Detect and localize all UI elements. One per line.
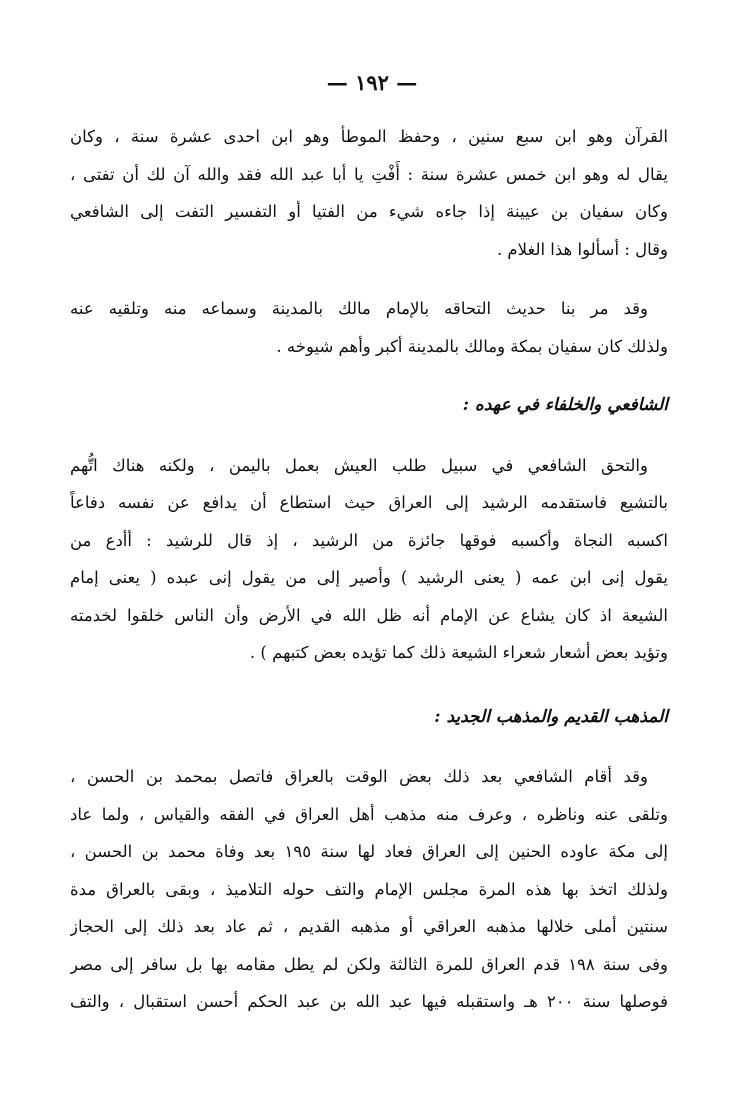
paragraph-gap (70, 736, 668, 758)
page-content (70, 118, 668, 1021)
text-line: وتؤيد بعض أشعار شعراء الشيعة ذلك كما تؤيده بعض كتبهم ) . (249, 643, 668, 662)
paragraph-imam-malik (70, 290, 668, 365)
paragraph-gap (70, 268, 668, 290)
paragraph-gap (70, 672, 668, 699)
text-line: يقول إنى ابن عمه ( يعنى الرشيد ) وأصير إلى من يقول إنى عبده ( يعنى إمام (70, 568, 668, 587)
text-line: فوصلها سنة ٢٠٠ هـ واستقبله فيها عبد الله بن عبد الحكم أحسن استقبال ، والتف (70, 992, 668, 1011)
text-line: بالتشيع فاستقدمه الرشيد إلى العراق حيث استطاع أن يدافع عن نفسه دفاعاً (70, 493, 668, 512)
paragraph-early-learning (70, 118, 668, 268)
text-line: إلى مكة عاوده الحنين إلى العراق فعاد لها سنة ١٩٥ بعد وفاة محمد بن الحسن ، (70, 842, 668, 861)
text-line: القرآن وهو ابن سبع سنين ، وحفظ الموطأ وهو ابن احدى عشرة سنة ، وكان (70, 127, 668, 146)
paragraph-gap (70, 425, 668, 447)
text-line: سنتين أملى خلالها مذهبه العراقي أو مذهبه القديم ، ثم عاد بعد ذلك إلى الحجاز (70, 917, 668, 936)
paragraph-old-new-school (70, 758, 668, 1021)
text-line: وقال : أسألوا هذا الغلام . (496, 239, 668, 259)
section-heading-caliphs: الشافعي والخلفاء في عهده : (462, 395, 668, 415)
section-heading-old-new-school: المذهب القديم والمذهب الجديد : (434, 706, 668, 727)
text-line: وقد مر بنا حديث التحاقه بالإمام مالك بالمدينة وسماعه منه وتلقيه عنه (70, 299, 648, 318)
text-line: ولذلك كان سفيان بمكة ومالك بالمدينة أكبر وأهم شيوخه . (276, 336, 668, 356)
text-line: وفى سنة ١٩٨ قدم العراق للمرة الثالثة ولكن لم يطل مقامه بها بل سافر إلى مصر (70, 954, 668, 974)
text-line: الشيعة اذ كان يشاع عن الإمام أنه ظل الله في الأرض وأن الناس خلقوا لخدمته (70, 605, 668, 625)
text-line: ولذلك اتخذ بها هذه المرة مجلس الإمام والتف حوله التلاميذ ، وبقى بالعراق مدة (70, 879, 668, 899)
text-line: وقد أقام الشافعي بعد ذلك بعض الوقت بالعراق فاتصل بمحمد بن الحسن ، (70, 767, 648, 786)
text-line: وكان سفيان بن عيينة إذا جاءه شيء من الفتيا أو التفسير التفت إلى الشافعي (70, 202, 668, 221)
page-number: — ١٩٢ — (326, 70, 418, 95)
paragraph-gap (70, 365, 668, 387)
text-line: يقال له وهو ابن خمس عشرة سنة : أَفْتِ يا أبا عبد الله فقد والله آن لك أن تفتى ، (70, 164, 668, 184)
paragraph-caliphs (70, 447, 668, 672)
text-line: اكسبه النجاة وأكسبه فوقها جائزة من الرشيد ، إذ قال للرشيد : أأدع من (70, 530, 668, 550)
text-line: وتلقى عنه وناظره ، وعرف منه مذهب أهل العراق في الفقه والقياس ، ولما عاد (70, 804, 668, 824)
text-line: والتحق الشافعي في سبيل طلب العيش بعمل باليمن ، ولكنه هناك اتُّهم (70, 455, 648, 475)
